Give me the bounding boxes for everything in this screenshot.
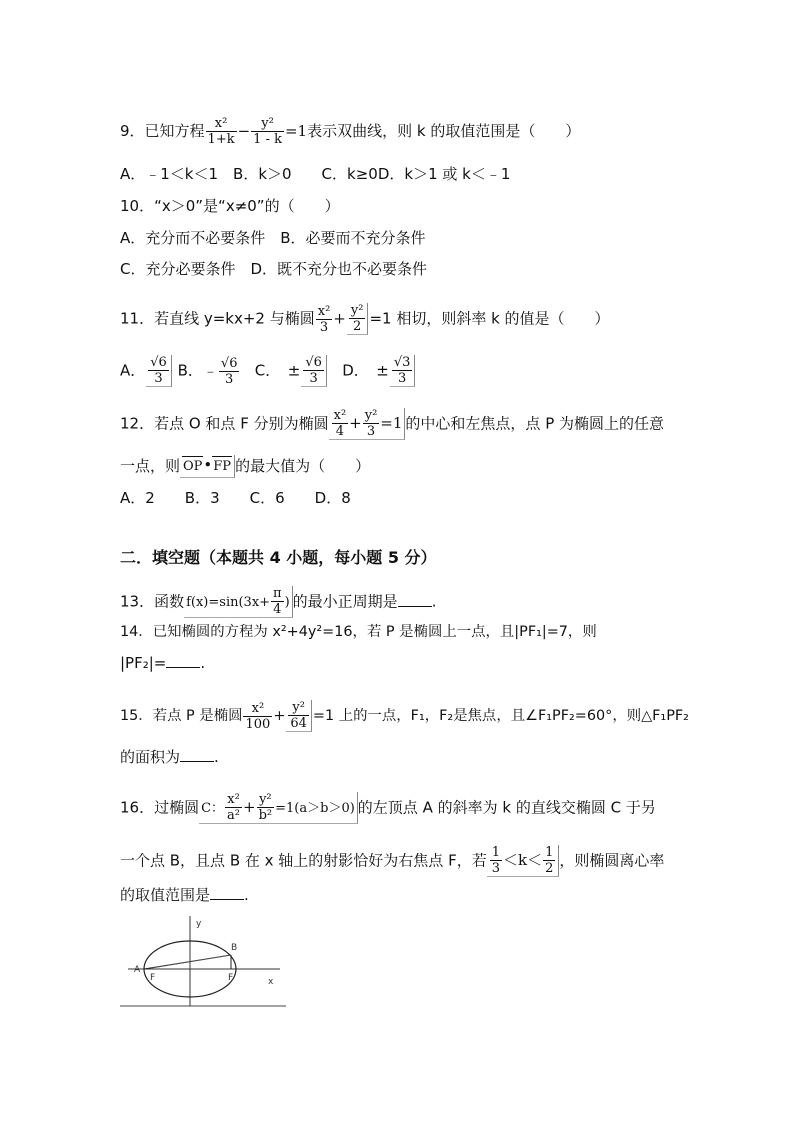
q13-period: . xyxy=(431,592,437,611)
q11-c-den: 3 xyxy=(303,370,324,386)
q16-condition: =1(a＞b＞0) xyxy=(275,801,355,816)
q16-f2-den: b² xyxy=(258,808,273,823)
q9-f2-num: y² xyxy=(261,116,274,131)
q11-a-den: 3 xyxy=(148,370,169,386)
q11-opt-b-label: B．﹣ xyxy=(177,361,218,380)
q13-stem-start: 13．函数 xyxy=(120,592,185,611)
section-2-heading: 二．填空题（本题共 4 小题，每小题 5 分） xyxy=(120,548,437,567)
q10-options-line2: C．充分必要条件 D．既不充分也不必要条件 xyxy=(120,260,428,278)
q16-f1-den: a² xyxy=(227,808,241,823)
q16-plus: + xyxy=(243,798,256,816)
q15-line2-text: 的面积为 xyxy=(120,748,181,766)
q14-answer-blank xyxy=(166,653,200,668)
q11-d-num: √3 xyxy=(393,355,411,370)
q15-answer-blank xyxy=(180,747,214,762)
q11-plus: + xyxy=(333,309,346,328)
q12-f1-num: x² xyxy=(333,408,347,423)
q12-stem-start: 12．若点 O 和点 F 分别为椭圆 xyxy=(120,414,329,433)
q14-period: . xyxy=(200,654,206,672)
q16-k-mid: ＜k＜ xyxy=(502,851,543,869)
q13-stem-end: 的最小正周期是 xyxy=(292,592,398,611)
point-a-label: A xyxy=(134,965,141,975)
q11-opt-d-label: D． ± xyxy=(342,361,389,380)
q16-line2-start: 一个点 B，且点 B 在 x 轴上的射影恰好为右焦点 F，若 xyxy=(120,851,487,870)
q10-options-line1: A．充分而不必要条件 B．必要而不充分条件 xyxy=(120,229,426,247)
question-14: 14．已知椭圆的方程为 x²+4y²=16，若 P 是椭圆上一点，且|PF₁|=7，则 xyxy=(120,624,597,640)
question-13 xyxy=(120,586,436,618)
q16-k1-den: 3 xyxy=(491,861,500,876)
q11-opt-d-frac xyxy=(390,355,416,387)
q16-fraction-1 xyxy=(225,792,242,823)
q12-eq: =1 xyxy=(380,414,403,432)
q11-stem-start: 11．若直线 y=kx+2 与椭圆 xyxy=(120,309,315,328)
q12-f2-den: 3 xyxy=(363,423,380,439)
q16-f1-num: x² xyxy=(227,792,240,807)
segment-fb xyxy=(152,955,231,968)
q13-close: ) xyxy=(284,595,290,610)
q11-a-num: √6 xyxy=(150,355,167,370)
question-12 xyxy=(120,408,664,440)
q16-stem-start: 16．过椭圆 xyxy=(120,798,200,817)
q11-b-num: √6 xyxy=(220,355,238,371)
q16-fraction-2 xyxy=(257,792,275,823)
q16-f2-num: y² xyxy=(259,792,272,807)
q9-stem-start: 9．已知方程 xyxy=(120,122,205,140)
x-axis-label: x xyxy=(268,977,274,987)
q15-f1-den: 100 xyxy=(245,716,271,732)
q16-period: . xyxy=(244,886,249,904)
q15-fraction-1 xyxy=(243,701,272,732)
q12-stem-end: 的中心和左焦点，点 P 为椭圆上的任意 xyxy=(405,414,665,433)
q16-k1-num: 1 xyxy=(491,845,500,860)
q11-f1-num: x² xyxy=(317,303,331,319)
q15-line2 xyxy=(120,747,219,767)
q13-function xyxy=(184,586,293,618)
q16-k-range xyxy=(487,845,560,877)
q12-f1-den: 4 xyxy=(332,423,349,439)
q13-fx: f(x)=sin(3x+ xyxy=(186,595,271,610)
q9-options: A．﹣1＜k＜1 B．k＞0 C．k≥0D．k＞1 或 k＜﹣1 xyxy=(120,165,511,183)
q15-fraction-2 xyxy=(286,700,312,732)
q16-stem-end: 的左顶点 A 的斜率为 k 的直线交椭圆 C 于另 xyxy=(357,798,656,817)
question-15 xyxy=(120,700,689,732)
q11-f2-num: y² xyxy=(350,303,364,318)
q15-f1-num: x² xyxy=(251,700,265,716)
q12-vector-op: OP xyxy=(182,456,203,477)
q15-stem-start: 15．若点 P 是椭圆 xyxy=(120,708,243,724)
q16-answer-blank xyxy=(210,885,244,900)
q16-k2-den: 2 xyxy=(545,861,554,876)
q11-stem-end: =1 相切，则斜率 k 的值是（ ） xyxy=(369,309,610,328)
q11-opt-c-frac xyxy=(301,355,327,387)
q12-options: A．2 B．3 C．6 D．8 xyxy=(120,489,351,507)
q11-b-den: 3 xyxy=(219,371,240,387)
q16-k-frac-1 xyxy=(490,845,502,876)
q12-line2-start: 一点，则 xyxy=(120,457,181,475)
q14-line2-text: |PF₂|= xyxy=(120,654,167,672)
q9-fraction-2 xyxy=(251,116,284,147)
q9-stem-end: 表示双曲线，则 k 的取值范围是（ ） xyxy=(307,122,581,140)
y-axis-label: y xyxy=(196,919,202,929)
q9-f1-den: 1+k xyxy=(207,132,235,147)
q11-opt-b-frac xyxy=(219,356,240,387)
q15-f2-den: 64 xyxy=(290,716,307,731)
q12-dot-product xyxy=(180,455,235,478)
q11-c-num: √6 xyxy=(305,355,322,370)
q12-line2-end: 的最大值为（ ） xyxy=(235,457,371,475)
q11-f2-den: 2 xyxy=(349,318,366,334)
q11-opt-a-frac xyxy=(146,355,172,387)
q9-f2-den: 1 - k xyxy=(253,132,282,147)
question-16 xyxy=(120,792,656,824)
q11-fraction-2 xyxy=(347,303,369,335)
right-focus-label: F xyxy=(228,973,234,983)
point-b-label: B xyxy=(231,943,238,953)
q11-f1-den: 3 xyxy=(316,319,333,335)
q12-plus: + xyxy=(349,414,362,432)
q15-f2-num: y² xyxy=(292,700,305,715)
q11-options xyxy=(120,355,416,387)
q12-fraction-2 xyxy=(363,408,380,439)
q9-fraction-1 xyxy=(206,116,237,147)
q14-line2 xyxy=(120,653,205,673)
q16-line2-end: ，则椭圆离心率 xyxy=(559,851,665,870)
q13-fraction xyxy=(271,586,284,617)
q15-stem-end: =1 上的一点，F₁，F₂是焦点，且∠F₁PF₂=60°，则△F₁PF₂ xyxy=(312,708,689,724)
q9-f1-num: x² xyxy=(214,116,228,131)
q16-ellipse-eq xyxy=(199,792,358,824)
q12-f2-num: y² xyxy=(364,408,378,423)
ellipse-figure xyxy=(118,912,288,1008)
q16-k2-num: 1 xyxy=(545,845,554,860)
q12-fraction-1 xyxy=(332,408,349,439)
q11-opt-a-label: A． xyxy=(120,361,146,380)
q12-ellipse-eq xyxy=(329,408,406,440)
q11-d-den: 3 xyxy=(392,370,413,386)
q15-plus: + xyxy=(273,708,286,724)
q11-fraction-1 xyxy=(316,304,333,335)
q15-period: . xyxy=(214,748,219,766)
left-focus-label: F xyxy=(150,973,156,983)
q16-line3 xyxy=(120,885,249,905)
q13-answer-blank xyxy=(398,592,432,607)
question-10: 10．“x＞0”是“x≠0”的（ ） xyxy=(120,197,340,215)
q16-line2 xyxy=(120,845,664,877)
q12-dot: • xyxy=(203,456,213,474)
q12-line2 xyxy=(120,455,370,478)
q13-f-den: 4 xyxy=(271,601,284,617)
q9-eq: =1 xyxy=(284,122,308,140)
question-11 xyxy=(120,303,610,335)
q16-c-label: C： xyxy=(201,801,225,816)
q11-opt-c-label: C． ± xyxy=(254,361,301,380)
q16-line3-text: 的取值范围是 xyxy=(120,886,211,904)
question-9 xyxy=(120,116,580,147)
q12-vector-fp: FP xyxy=(212,456,232,477)
q16-k-frac-2 xyxy=(543,845,555,876)
q13-f-num: π xyxy=(273,586,282,601)
q9-minus: − xyxy=(237,122,251,140)
